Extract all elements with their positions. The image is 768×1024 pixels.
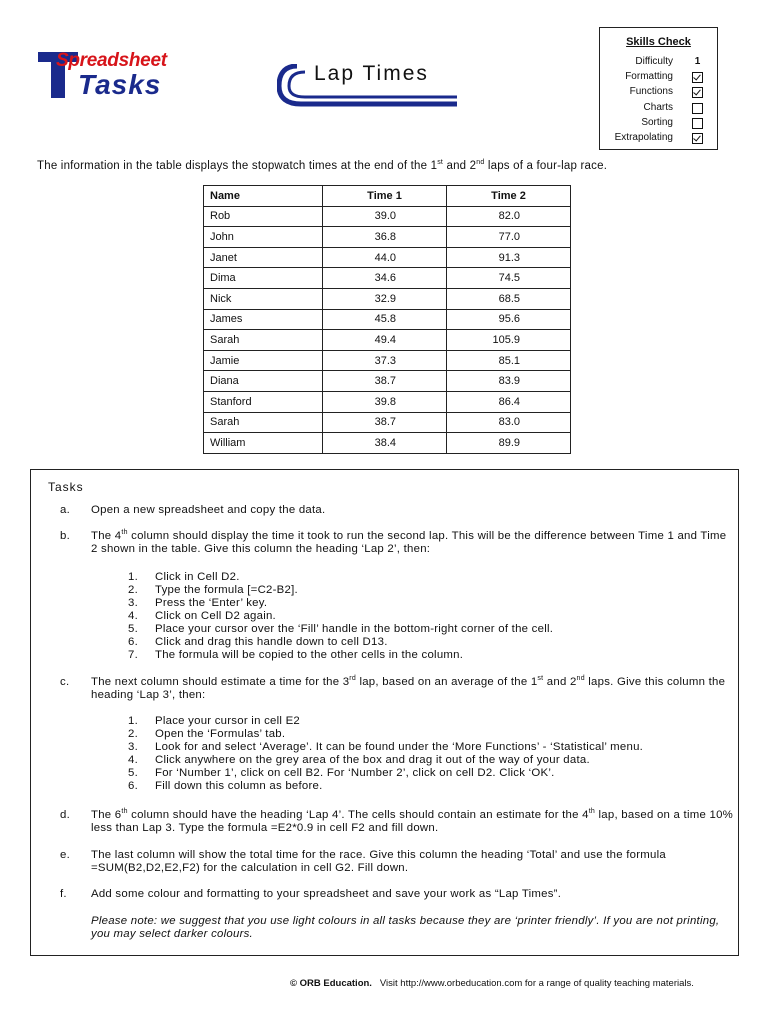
task-letter: b. [60, 530, 70, 542]
step-text: Place your cursor in cell E2 [155, 715, 301, 727]
unchecked-checkbox-icon [692, 103, 703, 114]
column-header-time1: Time 1 [323, 186, 447, 207]
cell-name: Diana [204, 371, 323, 392]
step-text: Open the ‘Formulas’ tab. [155, 728, 286, 740]
skill-row-sorting [600, 117, 717, 132]
cell-time2: 105.9 [447, 330, 571, 351]
cell-time1: 36.8 [323, 227, 447, 248]
cell-time2: 83.0 [447, 412, 571, 433]
cell-name: Jamie [204, 350, 323, 371]
cell-time1: 39.8 [323, 391, 447, 412]
note-text: Please note: we suggest that you use light colours in all tasks because they are ‘printer friendly’. If you are not printing, you may select darker colours. [91, 915, 720, 940]
step-number: 1. [128, 571, 138, 583]
skill-label: Extrapolating [614, 132, 673, 143]
task-text: The 6th column should have the heading ‘Lap 4’. The cells should contain an estimate for the 4th lap, based on a time 10% less than Lap 3. Type the formula =E2*0.9 in cell F2 and fill down. [91, 808, 734, 834]
table-row [204, 288, 571, 309]
step-number: 3. [128, 597, 138, 609]
step-number: 2. [128, 584, 138, 596]
task-text: The next column should estimate a time for the 3rd lap, based on an average of the 1st and 2nd laps. Give this column the heading ‘Lap 3’, then: [91, 675, 726, 701]
task-text: Add some colour and formatting to your spreadsheet and save your work as “Lap Times”. [91, 888, 562, 900]
intro-text: The information in the table displays the stopwatch times at the end of the 1st and 2nd laps of a four-lap race. [37, 159, 608, 172]
task-letter: e. [60, 849, 70, 861]
step-text: Look for and select ‘Average’. It can be found under the ‘More Functions’ - ‘Statistical’ menu. [155, 741, 644, 753]
cell-time1: 32.9 [323, 288, 447, 309]
step-text: Type the formula [=C2-B2]. [155, 584, 298, 596]
cell-time2: 77.0 [447, 227, 571, 248]
cell-name: Stanford [204, 391, 323, 412]
step-number: 5. [128, 767, 138, 779]
cell-name: Rob [204, 206, 323, 227]
table-row [204, 371, 571, 392]
step-number: 2. [128, 728, 138, 740]
cell-time2: 83.9 [447, 371, 571, 392]
checked-checkbox-icon [692, 133, 703, 144]
table-row [204, 247, 571, 268]
task-text: The last column will show the total time for the race. Give this column the heading ‘Total’ and use the formula =SUM(B2,D2,E2,F2) for the calculation in cell G2. Fill down. [91, 849, 666, 874]
column-header-name: Name [204, 186, 323, 207]
step-number: 6. [128, 636, 138, 648]
cell-time1: 38.4 [323, 433, 447, 454]
skills-check-panel [599, 27, 718, 150]
cell-time2: 86.4 [447, 391, 571, 412]
footer [290, 978, 694, 989]
unchecked-checkbox-icon [692, 118, 703, 129]
skill-row-extrapolating [600, 132, 717, 147]
table-row [204, 206, 571, 227]
cell-name: William [204, 433, 323, 454]
step-text: Click anywhere on the grey area of the box and drag it out of the way of your data. [155, 754, 590, 766]
logo [38, 46, 176, 106]
step-text: For ‘Number 1’, click on cell B2. For ‘Number 2’, click on cell D2. Click ‘OK’. [155, 767, 555, 779]
cell-time2: 82.0 [447, 206, 571, 227]
skill-label: Difficulty [635, 56, 673, 67]
skill-row-charts [600, 102, 717, 117]
table-row [204, 412, 571, 433]
table-header-row [204, 186, 571, 207]
step-text: Press the ‘Enter’ key. [155, 597, 268, 609]
checked-checkbox-icon [692, 87, 703, 98]
cell-name: James [204, 309, 323, 330]
table-row [204, 350, 571, 371]
cell-name: Janet [204, 247, 323, 268]
cell-time1: 38.7 [323, 371, 447, 392]
step-number: 7. [128, 649, 138, 661]
step-text: Click and drag this handle down to cell D13. [155, 636, 388, 648]
step-text: Place your cursor over the ‘Fill’ handle in the bottom-right corner of the cell. [155, 623, 554, 635]
table-row [204, 309, 571, 330]
tasks-heading: Tasks [48, 480, 84, 494]
table-row [204, 391, 571, 412]
cell-time2: 74.5 [447, 268, 571, 289]
step-text: The formula will be copied to the other cells in the column. [155, 649, 464, 661]
task-text: The 4th column should display the time it took to run the second lap. This will be the difference between Time 1 and Time 2 shown in the table. Give this column the heading ‘Lap 2’, then: [91, 529, 727, 555]
skills-check-heading: Skills Check [626, 36, 691, 48]
task-letter: f. [60, 888, 67, 900]
cell-time1: 34.6 [323, 268, 447, 289]
skill-row-difficulty [600, 56, 717, 71]
table-row [204, 268, 571, 289]
step-number: 3. [128, 741, 138, 753]
cell-time1: 38.7 [323, 412, 447, 433]
step-text: Click in Cell D2. [155, 571, 240, 583]
tasks-panel [30, 469, 739, 956]
cell-name: Sarah [204, 412, 323, 433]
cell-name: John [204, 227, 323, 248]
lap-times-table [203, 185, 571, 454]
task-text: Open a new spreadsheet and copy the data. [91, 504, 326, 516]
step-number: 4. [128, 610, 138, 622]
cell-name: Sarah [204, 330, 323, 351]
table-row [204, 330, 571, 351]
step-text: Click on Cell D2 again. [155, 610, 276, 622]
skill-label: Sorting [641, 117, 673, 128]
cell-time2: 89.9 [447, 433, 571, 454]
step-text: Fill down this column as before. [155, 780, 323, 792]
column-header-time2: Time 2 [447, 186, 571, 207]
cell-time2: 95.6 [447, 309, 571, 330]
step-number: 5. [128, 623, 138, 635]
difficulty-value: 1 [694, 56, 701, 67]
cell-time2: 91.3 [447, 247, 571, 268]
logo-line1: Spreadsheet [56, 50, 167, 71]
logo-line2: Tasks [78, 69, 162, 100]
skill-label: Charts [643, 102, 673, 113]
cell-time2: 68.5 [447, 288, 571, 309]
table-row [204, 227, 571, 248]
skill-row-formatting [600, 71, 717, 86]
table-row [204, 433, 571, 454]
step-number: 4. [128, 754, 138, 766]
cell-time1: 44.0 [323, 247, 447, 268]
task-letter: d. [60, 809, 70, 821]
cell-time2: 85.1 [447, 350, 571, 371]
footer-text: Visit http://www.orbeducation.com for a range of quality teaching materials. [379, 978, 694, 989]
cell-time1: 49.4 [323, 330, 447, 351]
step-number: 6. [128, 780, 138, 792]
task-letter: a. [60, 504, 70, 516]
cell-time1: 37.3 [323, 350, 447, 371]
step-number: 1. [128, 715, 138, 727]
cell-time1: 39.0 [323, 206, 447, 227]
cell-name: Dima [204, 268, 323, 289]
page-title: Lap Times [314, 62, 429, 85]
copyright-text: © ORB Education. [290, 978, 372, 989]
checked-checkbox-icon [692, 72, 703, 83]
cell-name: Nick [204, 288, 323, 309]
skill-row-functions [600, 86, 717, 101]
cell-time1: 45.8 [323, 309, 447, 330]
skill-label: Functions [629, 86, 673, 97]
task-letter: c. [60, 676, 70, 688]
skill-label: Formatting [625, 71, 673, 82]
